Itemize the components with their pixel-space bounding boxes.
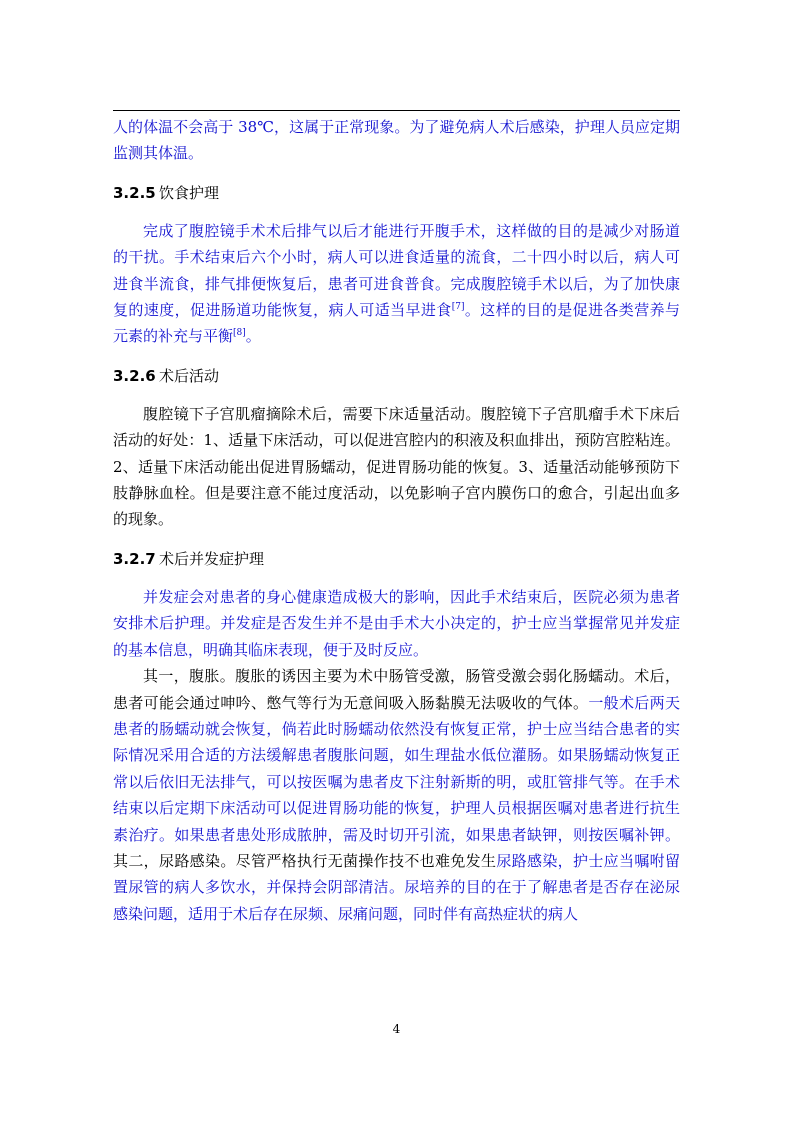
section-title: 术后活动 bbox=[159, 366, 220, 385]
paragraph-text: 腹腔镜下子宫肌瘤摘除术后，需要下床适量活动。腹腔镜下子宫肌瘤手术下床后活动的好处：1、适量下床活动，可以促进宫腔内的积液及积血排出，预防宫腔粘连。2、适量下床活动能出促进胃肠蠕动，促进胃肠功能的恢复。3、适量活动能够预防下肢静脉血栓。但是要注意不能过度活动，以免影响子宫内膜伤口的愈合，引起出血多的现象。 bbox=[113, 404, 680, 529]
paragraph-text: 尿路感染，护士应当嘱咐留置尿管的病人多饮水，并保持会阴部清洁。尿培养的目的在于了解患者是否存在泌尿感染问题，适用于术后存在尿频、尿痛问题，同时伴有高热症状的病人 bbox=[113, 851, 680, 923]
paragraph-text: 。 bbox=[245, 327, 261, 346]
header-rule bbox=[113, 110, 680, 111]
section-heading-complications bbox=[113, 546, 680, 572]
paragraph-temperature bbox=[113, 114, 680, 167]
paragraph-text: 。这样的目的是促进各类营养与元素的补充与平衡 bbox=[113, 301, 680, 346]
citation-8: [8] bbox=[233, 328, 246, 339]
paragraph-text: 其二，尿路感染。尽管严格执行无菌操作技不也难免发生 bbox=[113, 851, 497, 870]
section-number: 3.2.5 bbox=[113, 183, 156, 202]
document-body bbox=[113, 114, 680, 927]
citation-7: [7] bbox=[451, 302, 465, 313]
paragraph-text: 并发症会对患者的身心健康造成极大的影响，因此手术结束后，医院必须为患者安排术后护理。并发症是否发生并不是由手术大小决定的，护士应当掌握常见并发症的基本信息，明确其临床表现，便于及时反应。 bbox=[113, 587, 680, 659]
section-title: 饮食护理 bbox=[159, 183, 220, 202]
paragraph-complications-intro bbox=[113, 584, 680, 663]
paragraph-text: 其一，腹胀。腹胀的诱因主要为术中肠管受激，肠管受激会弱化肠蠕动。术后，患者可能会通过呻吟、憋气等行为无意间吸入肠黏膜无法吸收的气体。 bbox=[113, 667, 680, 712]
paragraph-text: 完成了腹腔镜手术术后排气以后才能进行开腹手术，这样做的目的是减少对肠道的干扰。手术结束后六个小时，病人可以进食适量的流食，二十四小时以后，病人可进食半流食，排气排便恢复后，患者可进食普食。完成腹腔镜手术以后，为了加快康复的速度，促进肠道功能恢复，病人可适当早进食 bbox=[113, 221, 680, 320]
section-heading-diet bbox=[113, 180, 680, 206]
section-number: 3.2.7 bbox=[113, 549, 156, 568]
paragraph-text: 人的体温不会高于 38℃，这属于正常现象。为了避免病人术后感染，护理人员应定期监测其体温。 bbox=[113, 118, 680, 163]
paragraph-complications-detail bbox=[113, 663, 680, 927]
section-title: 术后并发症护理 bbox=[159, 549, 265, 568]
paragraph-diet bbox=[113, 218, 680, 350]
section-heading-activity bbox=[113, 363, 680, 389]
paragraph-text: 一般术后两天患者的肠蠕动就会恢复，倘若此时肠蠕动依然没有恢复正常，护士应当结合患者的实际情况采用合适的方法缓解患者腹胀问题，如生理盐水低位灌肠。如果肠蠕动恢复正常以后依旧无法排气，可以按医嘱为患者皮下注射新斯的明，或肛管排气等。在手术结束以后定期下床活动可以促进胃肠功能的恢复，护理人员根据医嘱对患者进行抗生素治疗。如果患者患处形成脓肿，需及时切开引流，如果患者缺钾，则按医嘱补钾。 bbox=[113, 693, 680, 844]
section-number: 3.2.6 bbox=[113, 366, 156, 385]
page-number: 4 bbox=[392, 1022, 401, 1036]
paragraph-activity bbox=[113, 401, 680, 533]
